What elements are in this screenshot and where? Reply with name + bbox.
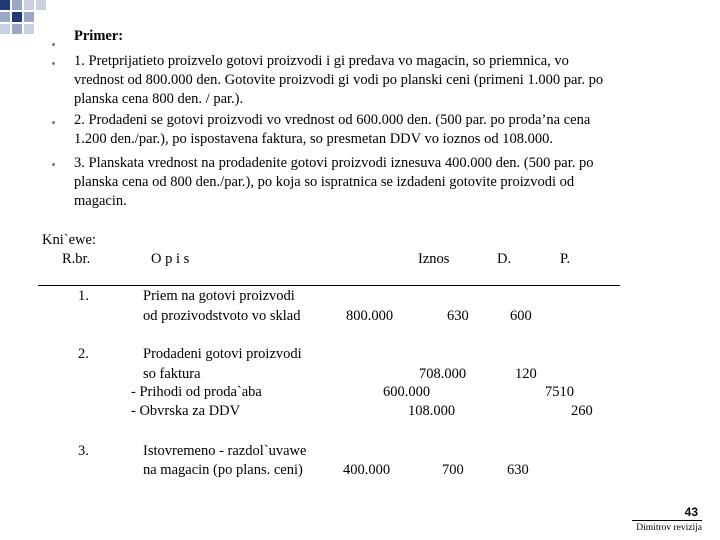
entry-amount: 400.000 — [343, 462, 391, 478]
example-item-1: 1. Pretprijatieto proizvelo gotovi proizvodi i gi predava vo magacin, so priemnica, vo vrednost od 800.000 den. Gotovite proizvodi gi vodi po planski ceni (primeni 1.000 par. po planska cena 800 den. / par.). — [74, 53, 604, 107]
entry-sub-label: - Obvrska za DDV — [131, 403, 241, 419]
entry-sub-credit: 260 — [571, 403, 593, 419]
header-iznos: Iznos — [418, 251, 450, 267]
entry-amount: 800.000 — [346, 308, 394, 324]
header-opis: O p i s — [151, 251, 190, 267]
header-credit: P. — [560, 251, 571, 267]
entry-debit: 120 — [515, 366, 537, 382]
entry-number: 1. — [78, 288, 89, 304]
bullet-dot — [52, 163, 55, 166]
entry-credit: 600 — [510, 308, 532, 324]
header-rule — [38, 285, 620, 286]
header-debit: D. — [497, 251, 512, 267]
bullet-dot — [52, 62, 55, 65]
entry-description: od prozivodstvoto vo sklad — [143, 308, 301, 324]
example-title: Primer: — [74, 28, 124, 44]
entry-sub-label: - Prihodi od proda`aba — [131, 384, 262, 400]
entry-credit: 630 — [507, 462, 529, 478]
entry-description: Priem na gotovi proizvodi — [143, 288, 295, 304]
bullet-dot — [52, 121, 55, 124]
entry-description: Prodadeni gotovi proizvodi — [143, 346, 302, 362]
entry-description: Istovremeno - razdol`uvawe — [143, 443, 307, 459]
entry-debit: 700 — [442, 462, 464, 478]
entry-sub-amount: 108.000 — [408, 403, 456, 419]
page-number: 43 — [684, 505, 698, 519]
entry-debit: 630 — [447, 308, 469, 324]
entry-description: so faktura — [143, 366, 201, 382]
bullet-dot — [52, 43, 55, 46]
entry-sub-amount: 600.000 — [383, 384, 431, 400]
entry-description: na magacin (po plans. ceni) — [143, 462, 303, 478]
example-item-3: 3. Planskata vrednost na prodadenite gotovi proizvodi iznesuva 400.000 den. (500 par. po planska cena od 800 den./par.), po koja so ispratnica se izdadeni gotovite proizvodi od magacin. — [74, 155, 594, 209]
entry-number: 3. — [78, 443, 89, 459]
entry-number: 2. — [78, 346, 89, 362]
entry-sub-credit: 7510 — [545, 384, 574, 400]
footer-author: Dimitrov revizija — [636, 523, 702, 533]
footer-divider — [632, 520, 702, 521]
example-item-2: 2. Prodadeni se gotovi proizvodi vo vrednost od 600.000 den. (500 par. po proda’na cena 1.200 den./par.), po ispostavena faktura, so presmetan DDV vo ioznos od 108.000. — [74, 112, 591, 147]
journal-label: Kni`ewe: — [42, 232, 96, 248]
header-rbr: R.br. — [62, 251, 91, 267]
entry-amount: 708.000 — [419, 366, 467, 382]
